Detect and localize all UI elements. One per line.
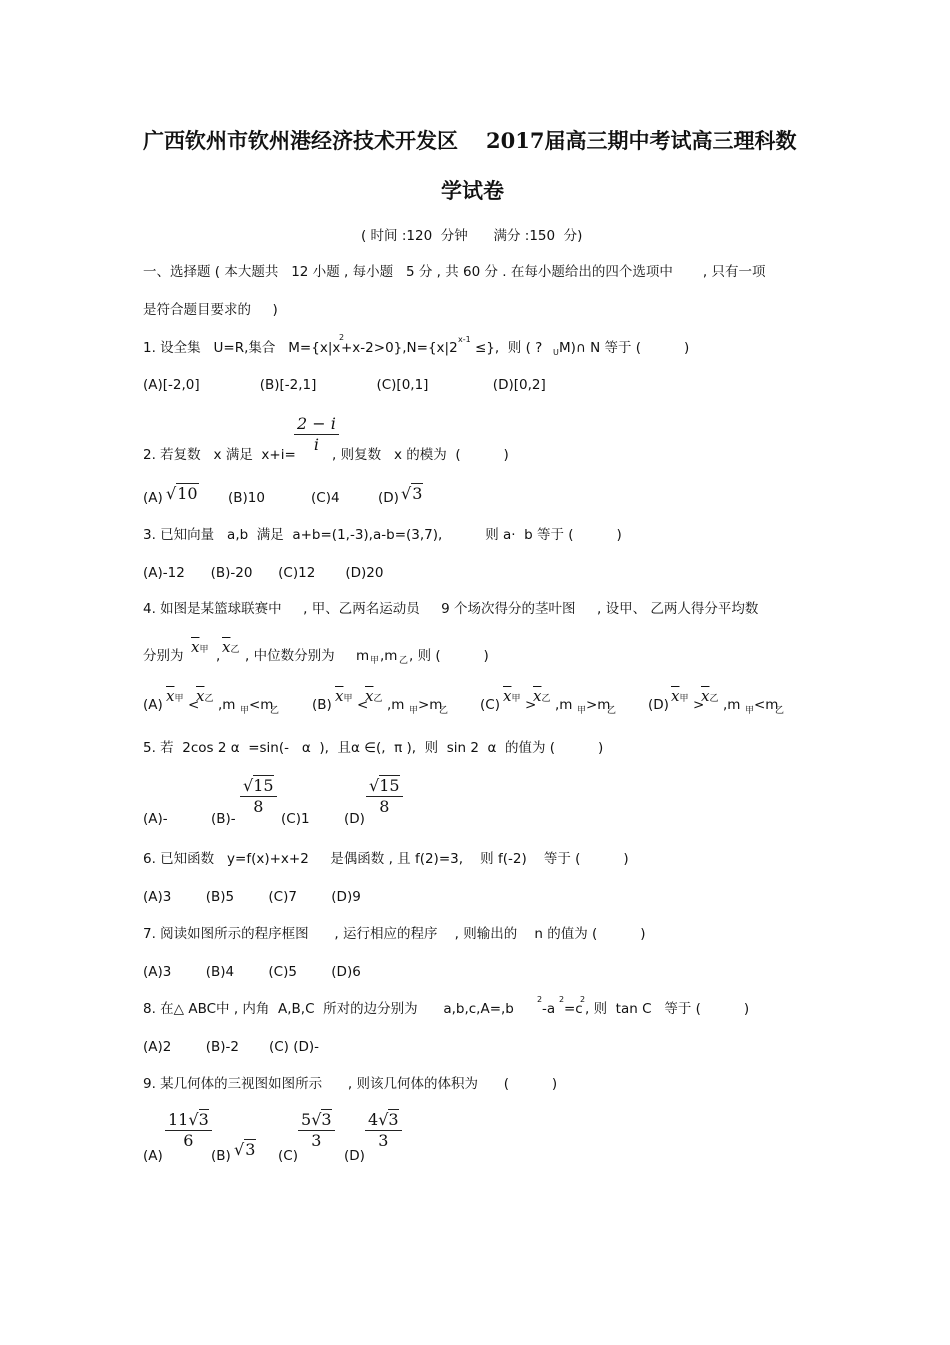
q9-option-b-label: (B) bbox=[211, 1148, 231, 1164]
q4-stem-a: 分别为 bbox=[143, 648, 184, 664]
q9-option-d-label: (D) bbox=[344, 1148, 365, 1164]
q4-stem-d: , 则 ( ) bbox=[409, 648, 489, 664]
q4-stem-line1: 4. 如图是某篮球联赛中 , 甲、乙两名运动员 9 个场次得分的茎叶图 , 设甲、 乙两人得分平均数 bbox=[143, 601, 759, 617]
q2-frac-num: 2 − i bbox=[294, 414, 339, 435]
title-line1-right: 2017届高三期中考试高三理科数 bbox=[486, 128, 797, 153]
q2-option-d-label: (D) bbox=[378, 490, 399, 506]
q2-option-d-sqrt: √3 bbox=[401, 484, 423, 503]
q1-sup: 2 bbox=[339, 333, 345, 342]
section-header-cont: 是符合题目要求的 ) bbox=[143, 302, 278, 318]
section-header: 一、选择题 ( 本大题共 12 小题 , 每小题 5 分 , 共 60 分 . 在每小题给出的四个选项中 , 只有一项 bbox=[143, 264, 766, 280]
q8-stem-d: , 则 tan C 等于 ( ) bbox=[585, 1001, 750, 1017]
q8-stem-a: 8. 在△ ABC中 , 内角 A,B,C 所对的边分别为 a,b,c,A=,b bbox=[143, 1001, 514, 1017]
q1-stem-c: ≤}, 则 ( ? bbox=[475, 340, 543, 356]
q3-options: (A)-12 (B)-20 (C)12 (D)20 bbox=[143, 565, 384, 581]
q9-stem: 9. 某几何体的三视图如图所示 , 则该几何体的体积为 ( ) bbox=[143, 1076, 558, 1092]
q1-sub: U bbox=[553, 348, 559, 357]
q1-options: (A)[-2,0] (B)[-2,1] (C)[0,1] (D)[0,2] bbox=[143, 377, 546, 393]
q2-stem-a: 2. 若复数 x 满足 x+i= bbox=[143, 447, 296, 463]
q9-option-a-fraction: $\frac{11√3}{6}$ bbox=[165, 1110, 212, 1151]
q1-stem-a: 1. 设全集 U=R,集合 M={x|x bbox=[143, 340, 341, 356]
q8-options: (A)2 (B)-2 (C) (D)- bbox=[143, 1039, 320, 1055]
q8-stem-c: =c bbox=[564, 1001, 583, 1017]
q4-option-d: (D) bbox=[648, 697, 669, 713]
q3-stem: 3. 已知向量 a,b 满足 a+b=(1,-3),a-b=(3,7), 则 a· b 等于 ( ) bbox=[143, 527, 622, 543]
q7-stem: 7. 阅读如图所示的程序框图 , 运行相应的程序 , 则输出的 n 的值为 ( ) bbox=[143, 926, 646, 942]
q4-stem-b: , 中位数分别为 m bbox=[245, 648, 370, 664]
q2-option-b: (B)10 bbox=[228, 490, 265, 506]
q2-option-d-radicand: 3 bbox=[412, 484, 423, 503]
q5-option-b-label: (B)- bbox=[211, 811, 236, 827]
title-line2: 学试卷 bbox=[441, 178, 504, 203]
q9-option-d-fraction: $\frac{4√3}{3}$ bbox=[365, 1110, 402, 1151]
q4-stem-c: ,m bbox=[380, 648, 398, 664]
q4-option-b: (B) bbox=[312, 697, 332, 713]
q4-xbar-yi: $\overline{x}$乙 bbox=[222, 638, 240, 656]
q2-frac-den: i bbox=[313, 435, 319, 454]
q4-option-a: (A) bbox=[143, 697, 163, 713]
q2-stem-b: , 则复数 x 的模为 ( ) bbox=[332, 447, 509, 463]
exam-info: ( 时间 :120 分钟 满分 :150 分) bbox=[361, 228, 583, 244]
q2-option-a-label: (A) bbox=[143, 490, 163, 506]
q2-option-a-radicand: 10 bbox=[177, 484, 198, 503]
q4-option-c: (C) bbox=[480, 697, 500, 713]
q9-option-a-label: (A) bbox=[143, 1148, 163, 1164]
q6-options: (A)3 (B)5 (C)7 (D)9 bbox=[143, 889, 361, 905]
q9-option-b-sqrt: √3 bbox=[234, 1140, 256, 1159]
q9-option-c-fraction: $\frac{5√3}{3}$ bbox=[298, 1110, 335, 1151]
q9-option-c-label: (C) bbox=[278, 1148, 298, 1164]
q5-option-d-label: (D) bbox=[344, 811, 365, 827]
q5-option-a: (A)- bbox=[143, 811, 168, 827]
q1-sup2: x-1 bbox=[458, 335, 471, 344]
exam-page: 广西钦州市钦州港经济技术开发区 2017届高三期中考试高三理科数 学试卷 ( 时间 :120 分钟 满分 :150 分) 一、选择题 ( 本大题共 12 小题 , 每小题 5 分 , 共 60 分 . 在每小题给出的四个选项中 , 只有一项 是符合题目要求的 ) 1. 设全集 U=R,集合 M={x|x 2 +x-2>0},N={x|2 x-1 ≤}, 则 ( ? U M)∩ N 等于 ( ) (A)[-2,0] (B)[-2,1] (C)[0,1] (D)[0,2] 2. 若复数 x 满足 x+i= $\frac{2 - i}{i}$ , 则复数 x 的模为 ( ) (A) √10 (B)10 (C)4 (D) √3 3. 已知向量 a,b 满足 a+b=(1,-3),a-b=(3,7), 则 a· b 等于 ( ) (A)-12 (B)-20 (C)12 (D)20 4. 如图是某篮球联赛中 , 甲、乙两名运动员 9 个场次得分的茎叶图 , 设甲、 乙两人得分平均数 分别为 $\overline{x}$甲 , $\overline{x}$乙 , 中位数分别为 m 甲 ,m 乙 , 则 ( ) (A) $\overline{x}$甲 < $\overline{x}$乙 ,m 甲 <m 乙 (B) $\overline{x}$甲 < $\overline{x}$乙 ,m 甲 >m 乙 (C) $\overline{x}$甲 > $\overline{x}$乙 ,m 甲 >m 乙 (D) $\overline{x}$甲 > $\overline{x}$乙 ,m 甲 <m 乙 5. 若 2cos 2 α =sin(- α ), 且α ∈(, π ), 则 sin 2 α 的值为 ( ) (A)- (B)- $\frac{√15}{8}$ (C)1 (D) $\frac{√15}{8}$ 6. 已知函数 y=f(x)+x+2 是偶函数 , 且 f(2)=3, 则 f(-2) 等于 ( ) (A)3 (B)5 (C)7 (D)9 7. 阅读如图所示的程序框图 , 运行相应的程序 , 则输出的 n 的值为 ( ) (A)3 (B)4 (C)5 (D)6 8. 在△ ABC中 , 内角 A,B,C 所对的边分别为 a,b,c,A=,b 2 -a 2 =c 2 , 则 tan C 等于 ( ) (A)2 (B)-2 (C) (D)- 9. 某几何体的三视图如图所示 , 则该几何体的体积为 ( ) (A) $\frac{11√3}{6}$ (B) √3 (C) $\frac{5√3}{3}$ (D) $\frac{4√3}{3}$ bbox=[143, 128, 797, 1164]
q1-stem-d: M)∩ N 等于 ( ) bbox=[559, 340, 690, 356]
q8-stem-b: -a bbox=[542, 1001, 556, 1017]
q5-stem: 5. 若 2cos 2 α =sin(- α ), 且α ∈(, π ), 则 sin 2 α 的值为 ( ) bbox=[143, 740, 604, 756]
q2-option-a-sqrt: √10 bbox=[166, 484, 198, 503]
q5-option-b-fraction: $\frac{√15}{8}$ bbox=[240, 776, 277, 817]
q7-options: (A)3 (B)4 (C)5 (D)6 bbox=[143, 964, 361, 980]
q5-option-c: (C)1 bbox=[281, 811, 310, 827]
q5-option-d-fraction: $\frac{√15}{8}$ bbox=[366, 776, 403, 817]
q6-stem: 6. 已知函数 y=f(x)+x+2 是偶函数 , 且 f(2)=3, 则 f(-2) 等于 ( ) bbox=[143, 851, 629, 867]
q1-stem-b: +x-2>0},N={x|2 bbox=[341, 340, 458, 356]
q4-xbar-jia: $\overline{x}$甲 bbox=[191, 638, 209, 656]
q2-option-c: (C)4 bbox=[311, 490, 340, 506]
title-line1-left: 广西钦州市钦州港经济技术开发区 bbox=[143, 128, 458, 153]
